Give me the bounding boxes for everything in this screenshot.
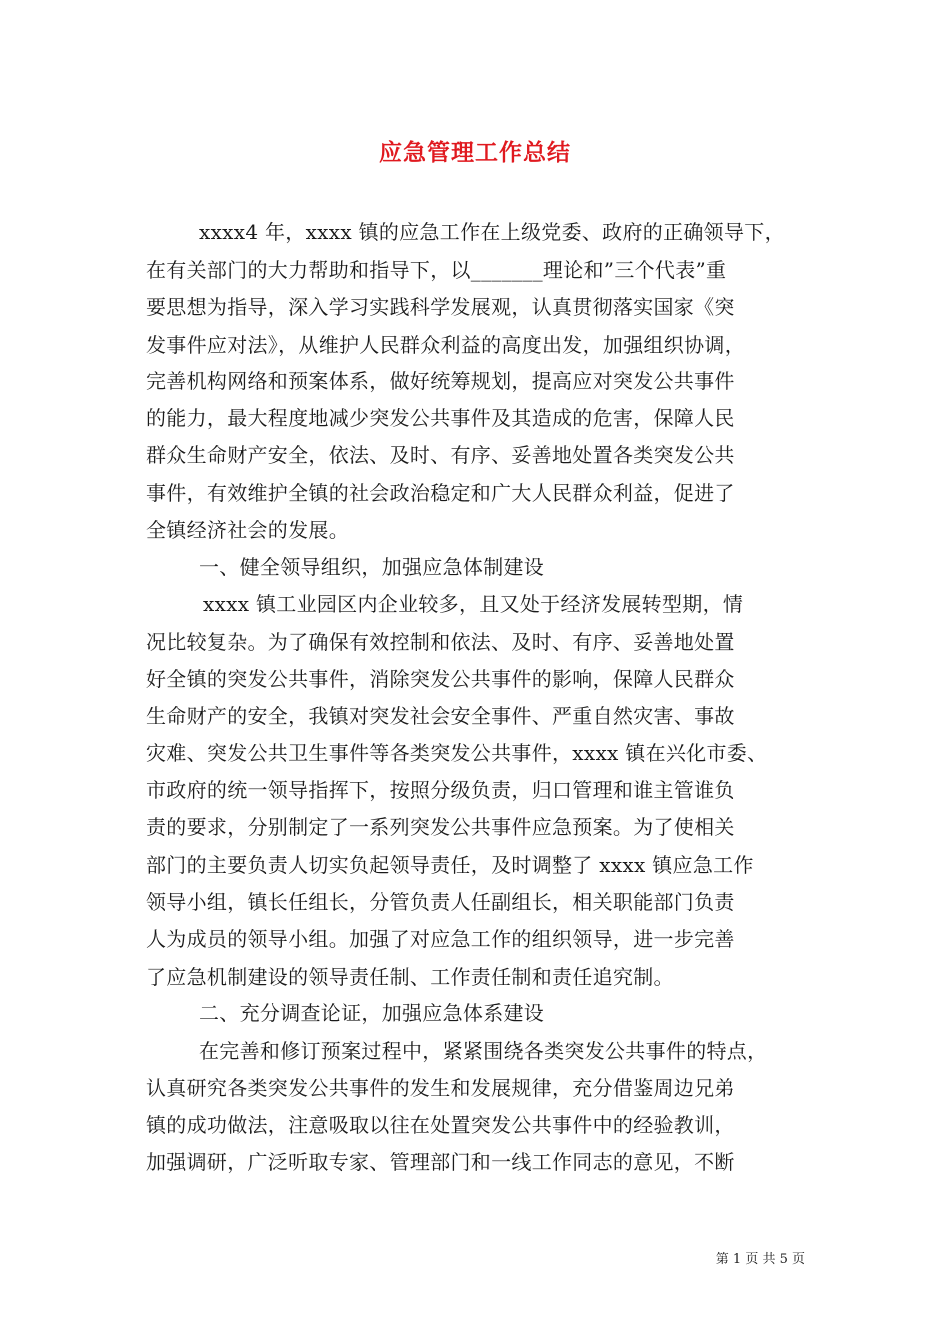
- paragraph-line: 责的要求，分别制定了一系列突发公共事件应急预案。为了使相关: [146, 815, 735, 839]
- paragraph-line: 市政府的统一领导指挥下，按照分级负责，归口管理和谁主管谁负: [146, 778, 735, 802]
- paragraph-line: 镇的成功做法，注意吸取以往在处置突发公共事件中的经验教训，: [146, 1113, 735, 1137]
- paragraph-line: 部门的主要负责人切实负起领导责任，及时调整了 xxxx 镇应急工作: [146, 853, 754, 877]
- paragraph-line: xxxx4 年，xxxx 镇的应急工作在上级党委、政府的正确领导下，: [199, 220, 785, 244]
- paragraph-line: 在完善和修订预案过程中，紧紧围绕各类突发公共事件的特点，: [199, 1039, 768, 1063]
- paragraph-line: 的能力，最大程度地减少突发公共事件及其造成的危害，保障人民: [146, 406, 735, 430]
- section-heading-2: 二、充分调查论证，加强应急体系建设: [199, 1001, 545, 1025]
- paragraph-line: 加强调研，广泛听取专家、管理部门和一线工作同志的意见，不断: [146, 1150, 735, 1174]
- paragraph-line: 在有关部门的大力帮助和指导下，以_______理论和”三个代表”重: [146, 258, 727, 282]
- paragraph-line: 领导小组，镇长任组长，分管负责人任副组长，相关职能部门负责: [146, 890, 735, 914]
- paragraph-line: 群众生命财产安全，依法、及时、有序、妥善地处置各类突发公共: [146, 443, 735, 467]
- paragraph-line: 况比较复杂。为了确保有效控制和依法、及时、有序、妥善地处置: [146, 630, 735, 654]
- page-indicator: 第 1 页 共 5 页: [715, 1252, 805, 1267]
- paragraph-line: 认真研究各类突发公共事件的发生和发展规律，充分借鉴周边兄弟: [146, 1076, 735, 1100]
- paragraph-line: 事件，有效维护全镇的社会政治稳定和广大人民群众利益，促进了: [146, 481, 735, 505]
- paragraph-line: 全镇经济社会的发展。: [146, 518, 349, 542]
- paragraph-line: 了应急机制建设的领导责任制、工作责任制和责任追究制。: [146, 965, 674, 989]
- paragraph-line: 发事件应对法》，从维护人民群众利益的高度出发，加强组织协调，: [146, 333, 745, 357]
- paragraph-line: 完善机构网络和预案体系，做好统筹规划，提高应对突发公共事件: [146, 369, 735, 393]
- paragraph-line: 好全镇的突发公共事件，消除突发公共事件的影响，保障人民群众: [146, 667, 735, 691]
- section-heading-1: 一、健全领导组织，加强应急体制建设: [199, 555, 545, 579]
- document-title: 应急管理工作总结: [379, 139, 571, 166]
- paragraph-line: xxxx 镇工业园区内企业较多，且又处于经济发展转型期，情: [203, 592, 744, 616]
- paragraph-line: 人为成员的领导小组。加强了对应急工作的组织领导，进一步完善: [146, 927, 735, 951]
- paragraph-line: 生命财产的安全，我镇对突发社会安全事件、严重自然灾害、事故: [146, 704, 735, 728]
- paragraph-line: 灾难、突发公共卫生事件等各类突发公共事件，xxxx 镇在兴化市委、: [146, 741, 768, 765]
- paragraph-line: 要思想为指导，深入学习实践科学发展观，认真贯彻落实国家《突: [146, 295, 735, 319]
